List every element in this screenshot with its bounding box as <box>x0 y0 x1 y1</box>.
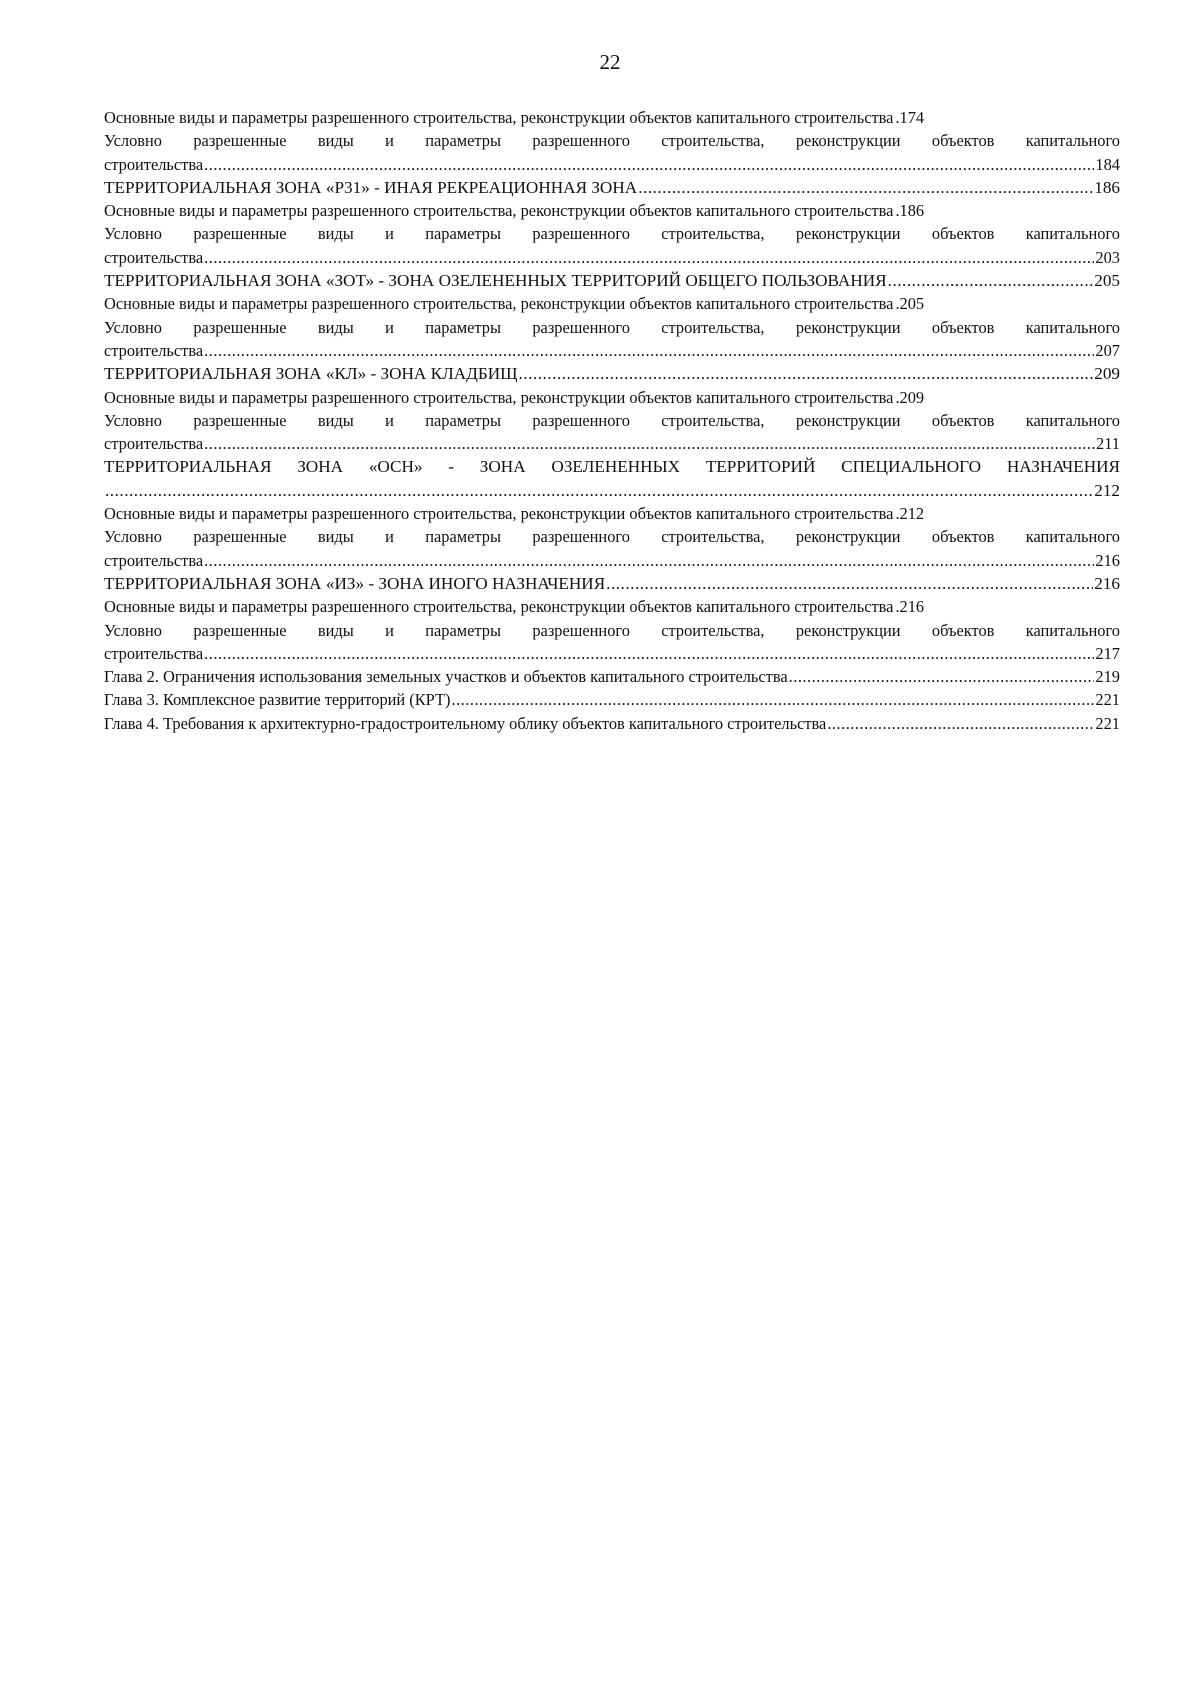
toc-leader-dots <box>451 688 1094 711</box>
toc-leader-dots <box>827 712 1094 735</box>
toc-entry[interactable] <box>104 712 1120 735</box>
toc-entry-title-line: Условно разрешенные виды и параметры разрешенного строительства, реконструкции объектов капитального <box>104 527 1120 547</box>
toc-leader-dots <box>204 339 1094 362</box>
toc-entry-title: ТЕРРИТОРИАЛЬНАЯ ЗОНА «Р31» - ИНАЯ РЕКРЕАЦИОННАЯ ЗОНА <box>104 177 638 197</box>
toc-entry-page: 184 <box>1095 154 1120 174</box>
toc-entry[interactable] <box>104 362 1120 385</box>
toc-entry-page: 216 <box>1095 550 1120 570</box>
toc-leader-dots <box>888 269 1094 292</box>
toc-entry-page: .212 <box>895 504 925 524</box>
toc-leader-dots <box>105 479 1093 502</box>
toc-entry[interactable] <box>104 176 1120 199</box>
toc-entry[interactable] <box>104 106 1120 129</box>
toc-entry-title-line: Условно разрешенные виды и параметры разрешенного строительства, реконструкции объектов капитального <box>104 620 1120 640</box>
toc-entry-title-line: Условно разрешенные виды и параметры разрешенного строительства, реконструкции объектов капитального <box>104 410 1120 430</box>
toc-leader-dots <box>519 362 1094 385</box>
toc-leader-dots <box>606 572 1093 595</box>
toc-leader-dots <box>638 176 1093 199</box>
toc-entry-page: 207 <box>1095 340 1120 360</box>
toc-entry-title: Основные виды и параметры разрешенного строительства, реконструкции объектов капитального строительства <box>104 108 894 127</box>
toc-entry-title: Основные виды и параметры разрешенного строительства, реконструкции объектов капитального строительства <box>104 201 894 221</box>
toc-entry-title: ТЕРРИТОРИАЛЬНАЯ ЗОНА «ЗОТ» - ЗОНА ОЗЕЛЕНЕННЫХ ТЕРРИТОРИЙ ОБЩЕГО ПОЛЬЗОВАНИЯ <box>104 271 887 291</box>
toc-entry-title: Основные виды и параметры разрешенного строительства, реконструкции объектов капитального строительства <box>104 294 894 314</box>
toc-entry-page: .209 <box>895 387 925 407</box>
toc-entry[interactable] <box>104 595 1120 618</box>
toc-entry-title-line: строительства <box>104 247 204 267</box>
toc-entry[interactable] <box>104 525 1120 572</box>
toc-entry-title-line: ТЕРРИТОРИАЛЬНАЯ ЗОНА «ОСН» - ЗОНА ОЗЕЛЕНЕННЫХ ТЕРРИТОРИЙ СПЕЦИАЛЬНОГО НАЗНАЧЕНИЯ <box>104 457 1120 477</box>
toc-leader-dots <box>204 153 1094 176</box>
toc-entry[interactable] <box>104 129 1120 176</box>
toc-entry[interactable] <box>104 572 1120 595</box>
toc-entry-page: 186 <box>1094 177 1120 197</box>
toc-entry-title: ТЕРРИТОРИАЛЬНАЯ ЗОНА «ИЗ» - ЗОНА ИНОГО НАЗНАЧЕНИЯ <box>104 573 606 593</box>
toc-entry-page: 205 <box>1094 271 1120 291</box>
toc-entry-page: .186 <box>895 201 925 221</box>
toc-entry-page: .205 <box>895 294 925 314</box>
toc-entry-title: Глава 4. Требования к архитектурно-градостроительному облику объектов капитального строительства <box>104 713 827 733</box>
toc-entry[interactable] <box>104 199 1120 222</box>
toc-entry[interactable] <box>104 292 1120 315</box>
toc-entry-page: 209 <box>1094 364 1120 384</box>
toc-leader-dots <box>204 642 1094 665</box>
toc-entry-title-line: строительства <box>104 340 204 360</box>
toc-entry-page: 219 <box>1095 667 1120 687</box>
toc-entry-page: 203 <box>1095 247 1120 267</box>
toc-entry[interactable] <box>104 222 1120 269</box>
toc-leader-dots <box>204 246 1094 269</box>
toc-entry[interactable] <box>104 316 1120 363</box>
toc-entry-page: 221 <box>1095 690 1120 710</box>
toc-entry[interactable] <box>104 409 1120 456</box>
toc-entry-title-line: строительства <box>104 434 204 454</box>
toc-entry-page: 216 <box>1094 573 1120 593</box>
toc-entry-title-line: строительства <box>104 154 204 174</box>
toc-entry-title-line: строительства <box>104 550 204 570</box>
toc-entry-title-line: Условно разрешенные виды и параметры разрешенного строительства, реконструкции объектов капитального <box>104 317 1120 337</box>
toc-entry[interactable] <box>104 386 1120 409</box>
toc-entry[interactable] <box>104 502 1120 525</box>
toc-entry-title: Основные виды и параметры разрешенного строительства, реконструкции объектов капитального строительства <box>104 597 894 617</box>
toc-entry-page: 217 <box>1095 643 1120 663</box>
toc-entry[interactable] <box>104 688 1120 711</box>
toc-entry-title-line: строительства <box>104 643 204 663</box>
toc-entry-title: Основные виды и параметры разрешенного строительства, реконструкции объектов капитального строительства <box>104 504 894 524</box>
toc-entry-title-line: Условно разрешенные виды и параметры разрешенного строительства, реконструкции объектов капитального <box>104 224 1120 244</box>
toc-entry-page: .174 <box>895 108 925 127</box>
toc-entry[interactable] <box>104 665 1120 688</box>
toc-entry[interactable] <box>104 619 1120 666</box>
toc-leader-dots <box>204 549 1094 572</box>
toc-entry[interactable] <box>104 269 1120 292</box>
toc-leader-dots <box>789 665 1095 688</box>
toc-entry-page: 211 <box>1096 434 1120 454</box>
page-number: 22 <box>599 50 621 74</box>
toc-entry-title: ТЕРРИТОРИАЛЬНАЯ ЗОНА «КЛ» - ЗОНА КЛАДБИЩ <box>104 364 518 384</box>
toc-entry-page: 212 <box>1094 480 1120 500</box>
toc-leader-dots <box>204 432 1095 455</box>
toc-entry-title: Глава 3. Комплексное развитие территорий (КРТ) <box>104 690 451 710</box>
toc-entry-title-line: Условно разрешенные виды и параметры разрешенного строительства, реконструкции объектов капитального <box>104 131 1120 151</box>
toc-entry-title: Основные виды и параметры разрешенного строительства, реконструкции объектов капитального строительства <box>104 387 894 407</box>
toc-entry-page: .216 <box>895 597 925 617</box>
toc-entry-page: 221 <box>1095 713 1120 733</box>
toc-entry[interactable] <box>104 455 1120 502</box>
table-of-contents <box>104 106 1120 735</box>
toc-entry-title: Глава 2. Ограничения использования земельных участков и объектов капитального строительства <box>104 667 788 687</box>
